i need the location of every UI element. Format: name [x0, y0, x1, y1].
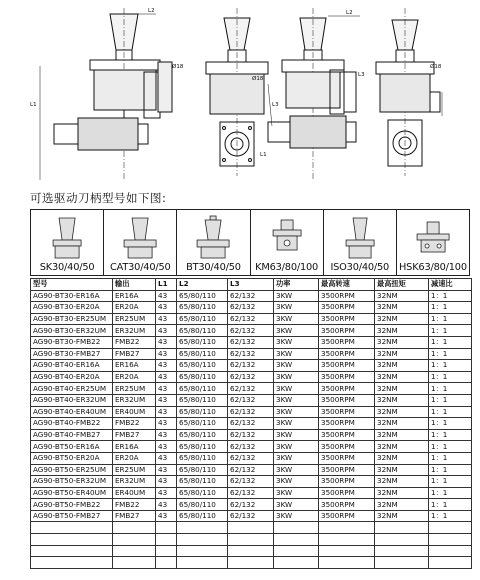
table-cell: 1：1: [429, 441, 472, 453]
table-cell: 1：1: [429, 510, 472, 522]
table-cell: 62/132: [228, 418, 274, 430]
table-row: [31, 325, 472, 337]
table-cell: 1：1: [429, 429, 472, 441]
table-cell: 1：1: [429, 325, 472, 337]
column-header: 最高扭矩: [375, 279, 429, 291]
table-cell: 3KW: [274, 429, 319, 441]
table-cell: AG90-BT30-ER25UM: [31, 313, 113, 325]
table-cell: 3KW: [274, 452, 319, 464]
table-cell: [375, 522, 429, 534]
dim-label: Ø18: [172, 64, 184, 70]
table-cell: 3500RPM: [319, 371, 375, 383]
table-cell: ER16A: [113, 441, 156, 453]
table-cell: ER32UM: [113, 325, 156, 337]
table-cell: 62/132: [228, 406, 274, 418]
table-cell: [177, 545, 228, 557]
drawing-front-view-1: [206, 8, 272, 176]
column-header: 型号: [31, 279, 113, 291]
table-cell: [429, 522, 472, 534]
table-cell: AG90-BT50-ER40UM: [31, 487, 113, 499]
table-cell: [375, 534, 429, 546]
table-cell: AG90-BT50-ER16A: [31, 441, 113, 453]
drawing-side-view-2: [268, 8, 360, 180]
table-cell: [228, 534, 274, 546]
table-cell: ER20A: [113, 302, 156, 314]
table-cell: 62/132: [228, 290, 274, 302]
table-cell: ER25UM: [113, 313, 156, 325]
table-cell: [156, 534, 177, 546]
table-cell: FMB27: [113, 510, 156, 522]
table-cell: 3KW: [274, 336, 319, 348]
table-cell: 62/132: [228, 313, 274, 325]
table-cell: 3500RPM: [319, 313, 375, 325]
table-body: [31, 290, 472, 568]
table-cell: 62/132: [228, 441, 274, 453]
table-row: [31, 371, 472, 383]
table-row: [31, 487, 472, 499]
table-cell: AG90-BT40-ER25UM: [31, 383, 113, 395]
table-cell: AG90-BT30-ER20A: [31, 302, 113, 314]
table-cell: AG90-BT50-FMB27: [31, 510, 113, 522]
table-cell: 43: [156, 290, 177, 302]
table-cell: AG90-BT50-ER25UM: [31, 464, 113, 476]
table-cell: 43: [156, 406, 177, 418]
table-cell: 3KW: [274, 406, 319, 418]
table-cell: 65/80/110: [177, 336, 228, 348]
table-cell: AG90-BT30-FMB27: [31, 348, 113, 360]
table-cell: 1：1: [429, 313, 472, 325]
table-cell: AG90-BT40-ER20A: [31, 371, 113, 383]
table-cell: AG90-BT40-FMB22: [31, 418, 113, 430]
table-cell: 43: [156, 510, 177, 522]
table-cell: 3500RPM: [319, 406, 375, 418]
table-cell: 3500RPM: [319, 452, 375, 464]
table-cell: 1：1: [429, 464, 472, 476]
table-cell: [113, 534, 156, 546]
table-cell: 3500RPM: [319, 510, 375, 522]
table-cell: ER40UM: [113, 406, 156, 418]
table-cell: AG90-BT50-ER20A: [31, 452, 113, 464]
table-cell: [31, 557, 113, 569]
table-cell: 32NM: [375, 383, 429, 395]
table-cell: 43: [156, 499, 177, 511]
table-cell: 32NM: [375, 371, 429, 383]
table-cell: 3KW: [274, 313, 319, 325]
table-cell: 65/80/110: [177, 418, 228, 430]
table-cell: 65/80/110: [177, 510, 228, 522]
shank-option-iso: [324, 210, 397, 275]
table-cell: 43: [156, 476, 177, 488]
table-cell: 62/132: [228, 383, 274, 395]
table-cell: FMB22: [113, 418, 156, 430]
table-cell: 65/80/110: [177, 499, 228, 511]
dim-label: L1: [260, 152, 267, 158]
empty-table-row: [31, 545, 472, 557]
shank-option-cat: [104, 210, 177, 275]
table-cell: 3500RPM: [319, 476, 375, 488]
table-cell: 3KW: [274, 441, 319, 453]
table-cell: 43: [156, 418, 177, 430]
table-cell: 43: [156, 429, 177, 441]
table-cell: AG90-BT40-FMB27: [31, 429, 113, 441]
table-cell: AG90-BT40-ER40UM: [31, 406, 113, 418]
table-cell: FMB27: [113, 348, 156, 360]
table-cell: 3KW: [274, 510, 319, 522]
table-cell: 3500RPM: [319, 464, 375, 476]
table-cell: 43: [156, 302, 177, 314]
table-cell: 43: [156, 313, 177, 325]
table-cell: 3500RPM: [319, 429, 375, 441]
table-cell: [319, 534, 375, 546]
bt-shank-icon: [177, 214, 249, 262]
table-cell: [31, 534, 113, 546]
table-row: [31, 499, 472, 511]
shank-label: HSK63/80/100: [399, 262, 467, 273]
table-cell: 43: [156, 487, 177, 499]
shank-option-bt: [177, 210, 250, 275]
table-cell: [429, 545, 472, 557]
table-cell: 43: [156, 394, 177, 406]
table-cell: 62/132: [228, 336, 274, 348]
table-cell: [113, 522, 156, 534]
shank-option-hsk: [397, 210, 469, 275]
table-cell: 62/132: [228, 452, 274, 464]
table-cell: 62/132: [228, 302, 274, 314]
table-cell: 3500RPM: [319, 290, 375, 302]
table-cell: 3KW: [274, 325, 319, 337]
table-cell: 43: [156, 371, 177, 383]
table-cell: 1：1: [429, 476, 472, 488]
table-cell: 1：1: [429, 290, 472, 302]
table-cell: ER20A: [113, 452, 156, 464]
column-header: L1: [156, 279, 177, 291]
table-cell: 65/80/110: [177, 371, 228, 383]
table-cell: 65/80/110: [177, 383, 228, 395]
table-row: [31, 336, 472, 348]
table-cell: 3500RPM: [319, 336, 375, 348]
column-header: L3: [228, 279, 274, 291]
table-cell: 32NM: [375, 290, 429, 302]
table-cell: [429, 534, 472, 546]
table-row: [31, 418, 472, 430]
table-cell: 32NM: [375, 487, 429, 499]
hsk-shank-icon: [397, 214, 469, 262]
table-cell: 32NM: [375, 499, 429, 511]
table-cell: 32NM: [375, 429, 429, 441]
table-cell: 62/132: [228, 487, 274, 499]
table-cell: 62/132: [228, 371, 274, 383]
drawing-front-view-2: [376, 8, 442, 176]
table-cell: 32NM: [375, 510, 429, 522]
table-cell: 65/80/110: [177, 325, 228, 337]
table-cell: 1：1: [429, 302, 472, 314]
table-cell: 3500RPM: [319, 394, 375, 406]
table-cell: AG90-BT50-ER32UM: [31, 476, 113, 488]
table-cell: 65/80/110: [177, 452, 228, 464]
table-row: [31, 441, 472, 453]
table-cell: 32NM: [375, 325, 429, 337]
table-cell: 32NM: [375, 348, 429, 360]
table-cell: 32NM: [375, 336, 429, 348]
table-cell: 43: [156, 452, 177, 464]
table-cell: 3KW: [274, 302, 319, 314]
table-cell: ER16A: [113, 290, 156, 302]
empty-table-row: [31, 534, 472, 546]
table-cell: 32NM: [375, 418, 429, 430]
table-cell: ER25UM: [113, 464, 156, 476]
table-row: [31, 290, 472, 302]
table-cell: [429, 557, 472, 569]
column-header: L2: [177, 279, 228, 291]
table-cell: 43: [156, 464, 177, 476]
shank-label: SK30/40/50: [39, 262, 95, 273]
table-cell: 3500RPM: [319, 441, 375, 453]
table-row: [31, 464, 472, 476]
table-row: [31, 360, 472, 372]
shank-label: KM63/80/100: [255, 262, 319, 273]
iso-shank-icon: [324, 214, 396, 262]
table-cell: 1：1: [429, 418, 472, 430]
table-cell: 32NM: [375, 313, 429, 325]
table-cell: 3KW: [274, 383, 319, 395]
table-row: [31, 302, 472, 314]
table-cell: 3500RPM: [319, 418, 375, 430]
table-cell: 32NM: [375, 476, 429, 488]
table-cell: [274, 557, 319, 569]
table-cell: 65/80/110: [177, 487, 228, 499]
dim-label: Ø18: [430, 64, 442, 70]
table-row: [31, 476, 472, 488]
table-cell: 1：1: [429, 371, 472, 383]
table-cell: ER32UM: [113, 476, 156, 488]
table-cell: 62/132: [228, 510, 274, 522]
dim-label: Ø18: [252, 76, 264, 82]
shank-label: BT30/40/50: [186, 262, 241, 273]
table-cell: 32NM: [375, 360, 429, 372]
table-cell: [113, 545, 156, 557]
table-row: [31, 348, 472, 360]
table-cell: 65/80/110: [177, 441, 228, 453]
table-cell: AG90-BT30-FMB22: [31, 336, 113, 348]
table-cell: ER40UM: [113, 487, 156, 499]
table-cell: [31, 545, 113, 557]
table-cell: 3KW: [274, 348, 319, 360]
table-row: [31, 406, 472, 418]
drawing-side-view-1: [40, 8, 172, 181]
table-cell: 32NM: [375, 406, 429, 418]
table-cell: 65/80/110: [177, 302, 228, 314]
table-cell: 32NM: [375, 394, 429, 406]
table-cell: 1：1: [429, 452, 472, 464]
dim-label: L3: [358, 72, 365, 78]
table-cell: [31, 522, 113, 534]
dim-label: L3: [272, 102, 279, 108]
table-cell: 3500RPM: [319, 383, 375, 395]
column-header: 最高转速: [319, 279, 375, 291]
table-cell: [274, 522, 319, 534]
table-cell: 1：1: [429, 383, 472, 395]
shank-option-sk: [31, 210, 104, 275]
dim-label: L2: [148, 8, 155, 14]
table-cell: [228, 545, 274, 557]
table-cell: ER25UM: [113, 383, 156, 395]
table-row: [31, 510, 472, 522]
table-cell: 65/80/110: [177, 476, 228, 488]
table-cell: 1：1: [429, 394, 472, 406]
table-cell: 3KW: [274, 394, 319, 406]
table-cell: 3500RPM: [319, 360, 375, 372]
table-cell: [177, 534, 228, 546]
table-cell: 65/80/110: [177, 406, 228, 418]
shank-options-heading: 可选驱动刀柄型号如下图:: [30, 191, 167, 205]
table-cell: 32NM: [375, 302, 429, 314]
table-cell: 62/132: [228, 325, 274, 337]
table-cell: [113, 557, 156, 569]
table-cell: 3500RPM: [319, 487, 375, 499]
shank-options-strip: [30, 209, 470, 276]
table-cell: 62/132: [228, 394, 274, 406]
table-cell: 43: [156, 348, 177, 360]
specification-table: [30, 278, 472, 569]
table-cell: 3500RPM: [319, 499, 375, 511]
table-cell: [177, 522, 228, 534]
table-row: [31, 429, 472, 441]
table-cell: 3KW: [274, 290, 319, 302]
table-row: [31, 394, 472, 406]
table-cell: [375, 545, 429, 557]
table-cell: 1：1: [429, 487, 472, 499]
table-cell: 32NM: [375, 452, 429, 464]
table-cell: 62/132: [228, 348, 274, 360]
table-cell: [156, 557, 177, 569]
table-cell: [228, 522, 274, 534]
table-cell: 3KW: [274, 418, 319, 430]
table-cell: AG90-BT40-ER32UM: [31, 394, 113, 406]
table-cell: 62/132: [228, 429, 274, 441]
table-header-row: [31, 279, 472, 291]
table-cell: 1：1: [429, 360, 472, 372]
table-cell: [319, 522, 375, 534]
table-cell: 65/80/110: [177, 348, 228, 360]
table-cell: FMB22: [113, 336, 156, 348]
angle-head-drawings: [28, 6, 468, 182]
table-cell: 65/80/110: [177, 394, 228, 406]
empty-table-row: [31, 557, 472, 569]
table-cell: 3KW: [274, 371, 319, 383]
sk-shank-icon: [31, 214, 103, 262]
table-cell: 65/80/110: [177, 360, 228, 372]
table-cell: 3500RPM: [319, 325, 375, 337]
table-cell: 62/132: [228, 499, 274, 511]
table-cell: ER16A: [113, 360, 156, 372]
table-cell: [177, 557, 228, 569]
table-cell: 65/80/110: [177, 290, 228, 302]
dim-label: L1: [30, 102, 37, 108]
column-header: 减速比: [429, 279, 472, 291]
table-cell: 65/80/110: [177, 313, 228, 325]
table-cell: AG90-BT50-FMB22: [31, 499, 113, 511]
column-header: 功率: [274, 279, 319, 291]
table-cell: 65/80/110: [177, 464, 228, 476]
table-cell: 1：1: [429, 499, 472, 511]
table-cell: 43: [156, 441, 177, 453]
table-cell: 43: [156, 336, 177, 348]
table-cell: 3500RPM: [319, 348, 375, 360]
table-cell: AG90-BT30-ER16A: [31, 290, 113, 302]
table-cell: AG90-BT40-ER16A: [31, 360, 113, 372]
table-row: [31, 313, 472, 325]
table-cell: 43: [156, 360, 177, 372]
table-cell: AG90-BT30-ER32UM: [31, 325, 113, 337]
table-cell: 1：1: [429, 336, 472, 348]
empty-table-row: [31, 522, 472, 534]
column-header: 输出: [113, 279, 156, 291]
table-cell: 32NM: [375, 441, 429, 453]
shank-option-km: [251, 210, 324, 275]
table-cell: 62/132: [228, 464, 274, 476]
table-cell: [274, 534, 319, 546]
table-cell: ER20A: [113, 371, 156, 383]
table-cell: [228, 557, 274, 569]
table-cell: 1：1: [429, 348, 472, 360]
table-cell: [319, 557, 375, 569]
table-cell: [156, 522, 177, 534]
cat-shank-icon: [104, 214, 176, 262]
dim-label: L2: [346, 10, 353, 16]
table-cell: 32NM: [375, 464, 429, 476]
table-cell: [375, 557, 429, 569]
shank-label: CAT30/40/50: [109, 262, 171, 273]
table-cell: ER32UM: [113, 394, 156, 406]
table-cell: 3KW: [274, 499, 319, 511]
table-cell: 3KW: [274, 476, 319, 488]
km-shank-icon: [251, 214, 323, 262]
table-cell: 3KW: [274, 487, 319, 499]
table-row: [31, 383, 472, 395]
table-cell: 65/80/110: [177, 429, 228, 441]
table-cell: [274, 545, 319, 557]
table-cell: [156, 545, 177, 557]
table-cell: 3500RPM: [319, 302, 375, 314]
table-cell: 43: [156, 383, 177, 395]
table-cell: FMB22: [113, 499, 156, 511]
table-cell: 3KW: [274, 464, 319, 476]
table-row: [31, 452, 472, 464]
table-cell: FMB27: [113, 429, 156, 441]
table-cell: 3KW: [274, 360, 319, 372]
table-cell: [319, 545, 375, 557]
table-cell: 62/132: [228, 476, 274, 488]
shank-label: ISO30/40/50: [330, 262, 390, 273]
table-cell: 1：1: [429, 406, 472, 418]
table-cell: 43: [156, 325, 177, 337]
table-cell: 62/132: [228, 360, 274, 372]
